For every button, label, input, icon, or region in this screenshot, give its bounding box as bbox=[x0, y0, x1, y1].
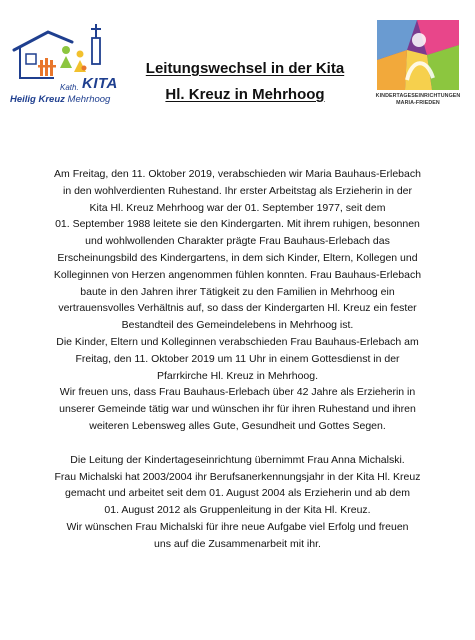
text-line: Freitag, den 11. Oktober 2019 um 11 Uhr in einem Gottesdienst in der bbox=[75, 352, 400, 365]
text-line: 01. August 2012 als Gruppenleitung in der Kita Hl. Kreuz. bbox=[104, 504, 371, 517]
kita-logo bbox=[10, 20, 122, 110]
text-line: uns auf die Zusammenarbeit mit ihr. bbox=[154, 537, 321, 550]
logo-org-text bbox=[373, 93, 463, 106]
text-line: Bestandteil des Gemeindelebens in Mehrhoog ist. bbox=[121, 319, 354, 332]
text-line: weiteren Lebensweg alles Gute, Gesundheit und Gottes Segen. bbox=[89, 419, 386, 432]
text-line: Pfarrkirche Hl. Kreuz in Mehrhoog. bbox=[156, 369, 319, 382]
text-line: Erscheinungsbild des Kindergartens, in dem sich Kinder, Eltern, Kollegen und bbox=[57, 251, 418, 264]
colorful-figure-logo-icon bbox=[377, 20, 459, 90]
logo-kita-text: KITA bbox=[82, 75, 118, 92]
text-line: Die Kinder, Eltern und Kolleginnen verabschieden Frau Bauhaus-Erlebach am bbox=[56, 335, 419, 348]
article-body bbox=[10, 166, 465, 553]
logo-org-line-1: KINDERTAGESEINRICHTUNGEN bbox=[375, 93, 461, 99]
title-line-2: Hl. Kreuz in Mehrhoog bbox=[165, 86, 325, 103]
text-line: Frau Michalski hat 2003/2004 ihr Berufsanerkennungsjahr in der Kita Hl. Kreuz bbox=[54, 470, 421, 483]
text-line: Am Freitag, den 11. Oktober 2019, verabschieden wir Maria Bauhaus-Erlebach bbox=[54, 168, 421, 180]
paragraph-2 bbox=[10, 452, 465, 553]
text-line: Die Leitung der Kindertageseinrichtung übernimmt Frau Anna Michalski. bbox=[70, 453, 405, 466]
text-line: baute in den Jahren ihrer Tätigkeit zu den Familien in Mehrhoog ein bbox=[80, 285, 395, 298]
text-line: gemacht und arbeitet seit dem 01. August 2004 als Erzieherin und ab dem bbox=[65, 487, 410, 500]
text-line: Wir wünschen Frau Michalski für ihre neue Aufgabe viel Erfolg und freuen bbox=[66, 520, 409, 533]
text-line: Wir freuen uns, dass Frau Bauhaus-Erlebach über 42 Jahre als Erzieherin in bbox=[59, 386, 416, 399]
logo-parish-town: Mehrhoog bbox=[67, 94, 111, 105]
text-line: 01. September 1988 leitete sie den Kindergarten. Mit ihrem ruhigen, besonnen bbox=[55, 218, 420, 231]
paragraph-gap bbox=[10, 435, 465, 452]
text-line: Kolleginnen von Herzen angenommen fühlen konnten. Frau Bauhaus-Erlebach bbox=[53, 268, 422, 281]
text-line: unserer Gemeinde tätig war und wünschen ihr für ihren Ruhestand und ihren bbox=[59, 403, 416, 416]
paragraph-1 bbox=[10, 166, 465, 435]
logo-kath-text: Kath. bbox=[60, 83, 79, 92]
title-line-1: Leitungswechsel in der Kita bbox=[145, 60, 345, 77]
text-line: Kita Hl. Kreuz Mehrhoog war der 01. September 1977, seit dem bbox=[89, 201, 386, 214]
text-line: und wohlwollenden Charakter prägte Frau Bauhaus-Erlebach das bbox=[85, 235, 390, 248]
text-line: vertrauensvolles Verhältnis auf, so dass der Kindergarten Hl. Kreuz ein fester bbox=[58, 302, 417, 315]
maria-frieden-logo bbox=[373, 20, 463, 110]
text-line: in den wohlverdienten Ruhestand. Ihr erster Arbeitstag als Erzieherin in der bbox=[62, 184, 413, 197]
page-title bbox=[120, 56, 370, 108]
logo-parish-name: Heilig Kreuz bbox=[10, 94, 65, 105]
logo-parish-text bbox=[10, 94, 122, 105]
logo-org-line-2: MARIA-FRIEDEN bbox=[396, 99, 440, 106]
